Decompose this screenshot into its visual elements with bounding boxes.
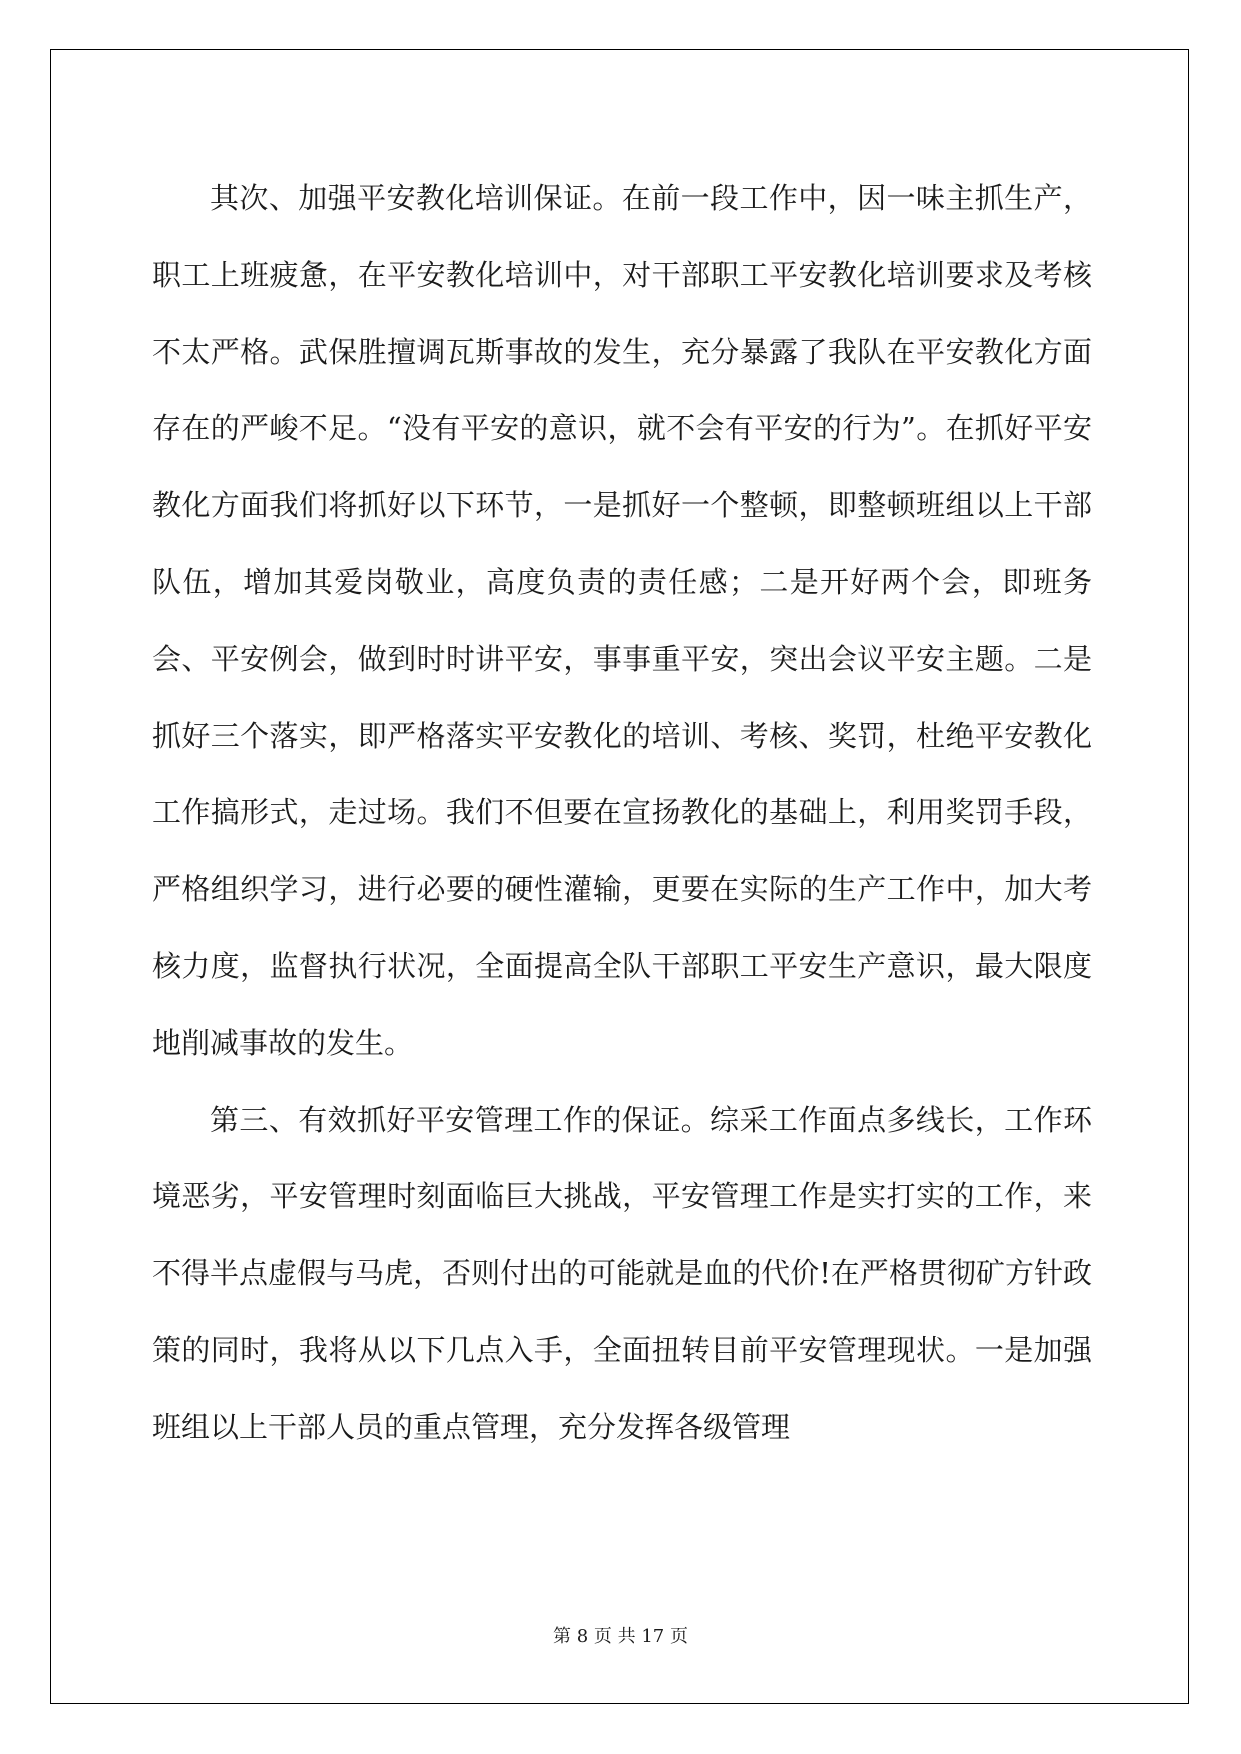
paragraph: 其次、加强平安教化培训保证。在前一段工作中，因一味主抓生产，职工上班疲惫，在平安教化培训中，对干部职工平安教化培训要求及考核不太严格。武保胜擅调瓦斯事故的发生，充分暴露了我队在平安教化方面存在的严峻不足。“没有平安的意识，就不会有平安的行为”。在抓好平安教化方面我们将抓好以下环节，一是抓好一个整顿，即整顿班组以上干部队伍，增加其爱岗敬业，高度负责的责任感；二是开好两个会，即班务会、平安例会，做到时时讲平安，事事重平安，突出会议平安主题。二是抓好三个落实，即严格落实平安教化的培训、考核、奖罚，杜绝平安教化工作搞形式，走过场。我们不但要在宣扬教化的基础上，利用奖罚手段，严格组织学习，进行必要的硬性灌输，更要在实际的生产工作中，加大考核力度，监督执行状况，全面提高全队干部职工平安生产意识，最大限度地削减事故的发生。	[152, 181, 1092, 1060]
document-body	[152, 160, 1092, 1466]
paragraph: 第三、有效抓好平安管理工作的保证。综采工作面点多线长，工作环境恶劣，平安管理时刻面临巨大挑战，平安管理工作是实打实的工作，来不得半点虚假与马虎，否则付出的可能就是血的代价!在严格贯彻矿方针政策的同时，我将从以下几点入手，全面扭转目前平安管理现状。一是加强班组以上干部人员的重点管理，充分发挥各级管理	[152, 1102, 1092, 1444]
page-number-footer: 第 8 页 共 17 页	[553, 1626, 688, 1647]
